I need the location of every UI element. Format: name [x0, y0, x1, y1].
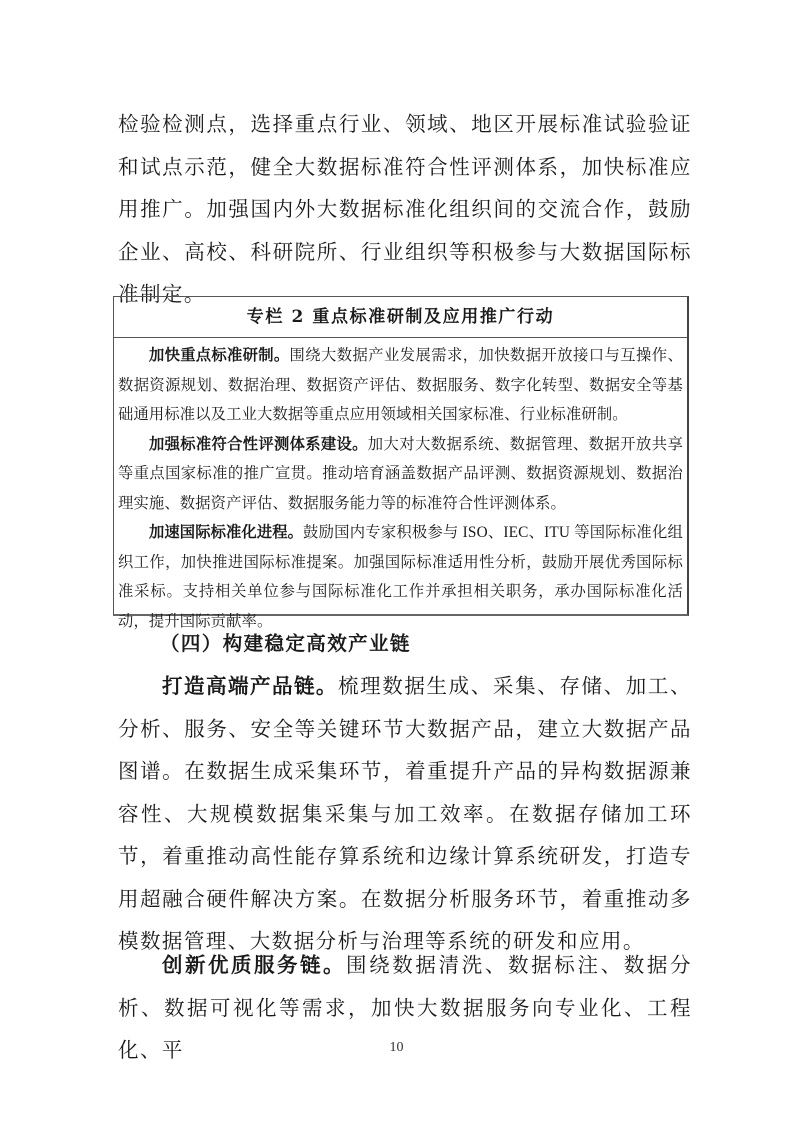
paragraph-lead: 创新优质服务链。	[162, 953, 346, 977]
paragraph-text: 梳理数据生成、采集、存储、加工、分析、服务、安全等关键环节大数据产品，建立大数据产品图谱。在数据生成采集环节，着重提升产品的异构数据源兼容性、大规模数据集采集与加工效率。在数据存储加工环节，着重推动高性能存算系统和边缘计算系统研发，打造专用超融合硬件解决方案。在数据分析服务环节，着重推动多模数据管理、大数据分析与治理等系统的研发和应用。	[118, 674, 692, 953]
page-number: 10	[389, 1040, 404, 1055]
box-item-text: 围绕大数据产业发展需求，加快数据开放接口与互操作、数据资源规划、数据治理、数据资产评估、数据服务、数字化转型、数据安全等基础通用标准以及工业大数据等重点应用领域相关国家标准、行业标准研制。	[118, 347, 683, 423]
box-item-lead: 加快重点标准研制。	[149, 347, 290, 364]
intro-paragraph: 检验检测点，选择重点行业、领域、地区开展标准试验验证和试点示范，健全大数据标准符合性评测体系，加快标准应用推广。加强国内外大数据标准化组织间的交流合作，鼓励企业、高校、科研院所、行业组织等积极参与大数据国际标准制定。	[118, 112, 692, 306]
column-box-body	[114, 338, 687, 636]
box-item-text: 鼓励国内专家积极参与 ISO、IEC、ITU 等国际标准化组织工作，加快推进国际标准提案。加强国际标准适用性分析，鼓励开展优秀国际标准采标。支持相关单位参与国际标准化工作并承担相关职务，承办国际标准化活动，提升国际贡献率。	[118, 524, 683, 630]
box-item	[118, 341, 683, 430]
box-item-text: 加大对大数据系统、数据管理、数据开放共享等重点国家标准的推广宣贯。推动培育涵盖数据产品评测、数据资源规划、数据治理实施、数据资产评估、数据服务能力等的标准符合性评测体系。	[118, 435, 683, 512]
column-box-title: 专栏 2 重点标准研制及应用推广行动	[114, 297, 687, 338]
box-item-lead: 加强标准符合性评测体系建设。	[149, 435, 368, 453]
section-heading: （四）构建稳定高效产业链	[160, 632, 411, 655]
box-item	[118, 518, 683, 636]
box-item-lead: 加速国际标准化进程。	[149, 524, 304, 541]
box-item	[118, 430, 683, 519]
paragraph-text: 围绕数据清洗、数据标注、数据分析、数据可视化等需求，加快大数据服务向专业化、工程化、平	[118, 953, 692, 1062]
body-paragraph	[118, 665, 692, 963]
paragraph-lead: 打造高端产品链。	[162, 674, 338, 698]
column-box	[113, 296, 689, 630]
